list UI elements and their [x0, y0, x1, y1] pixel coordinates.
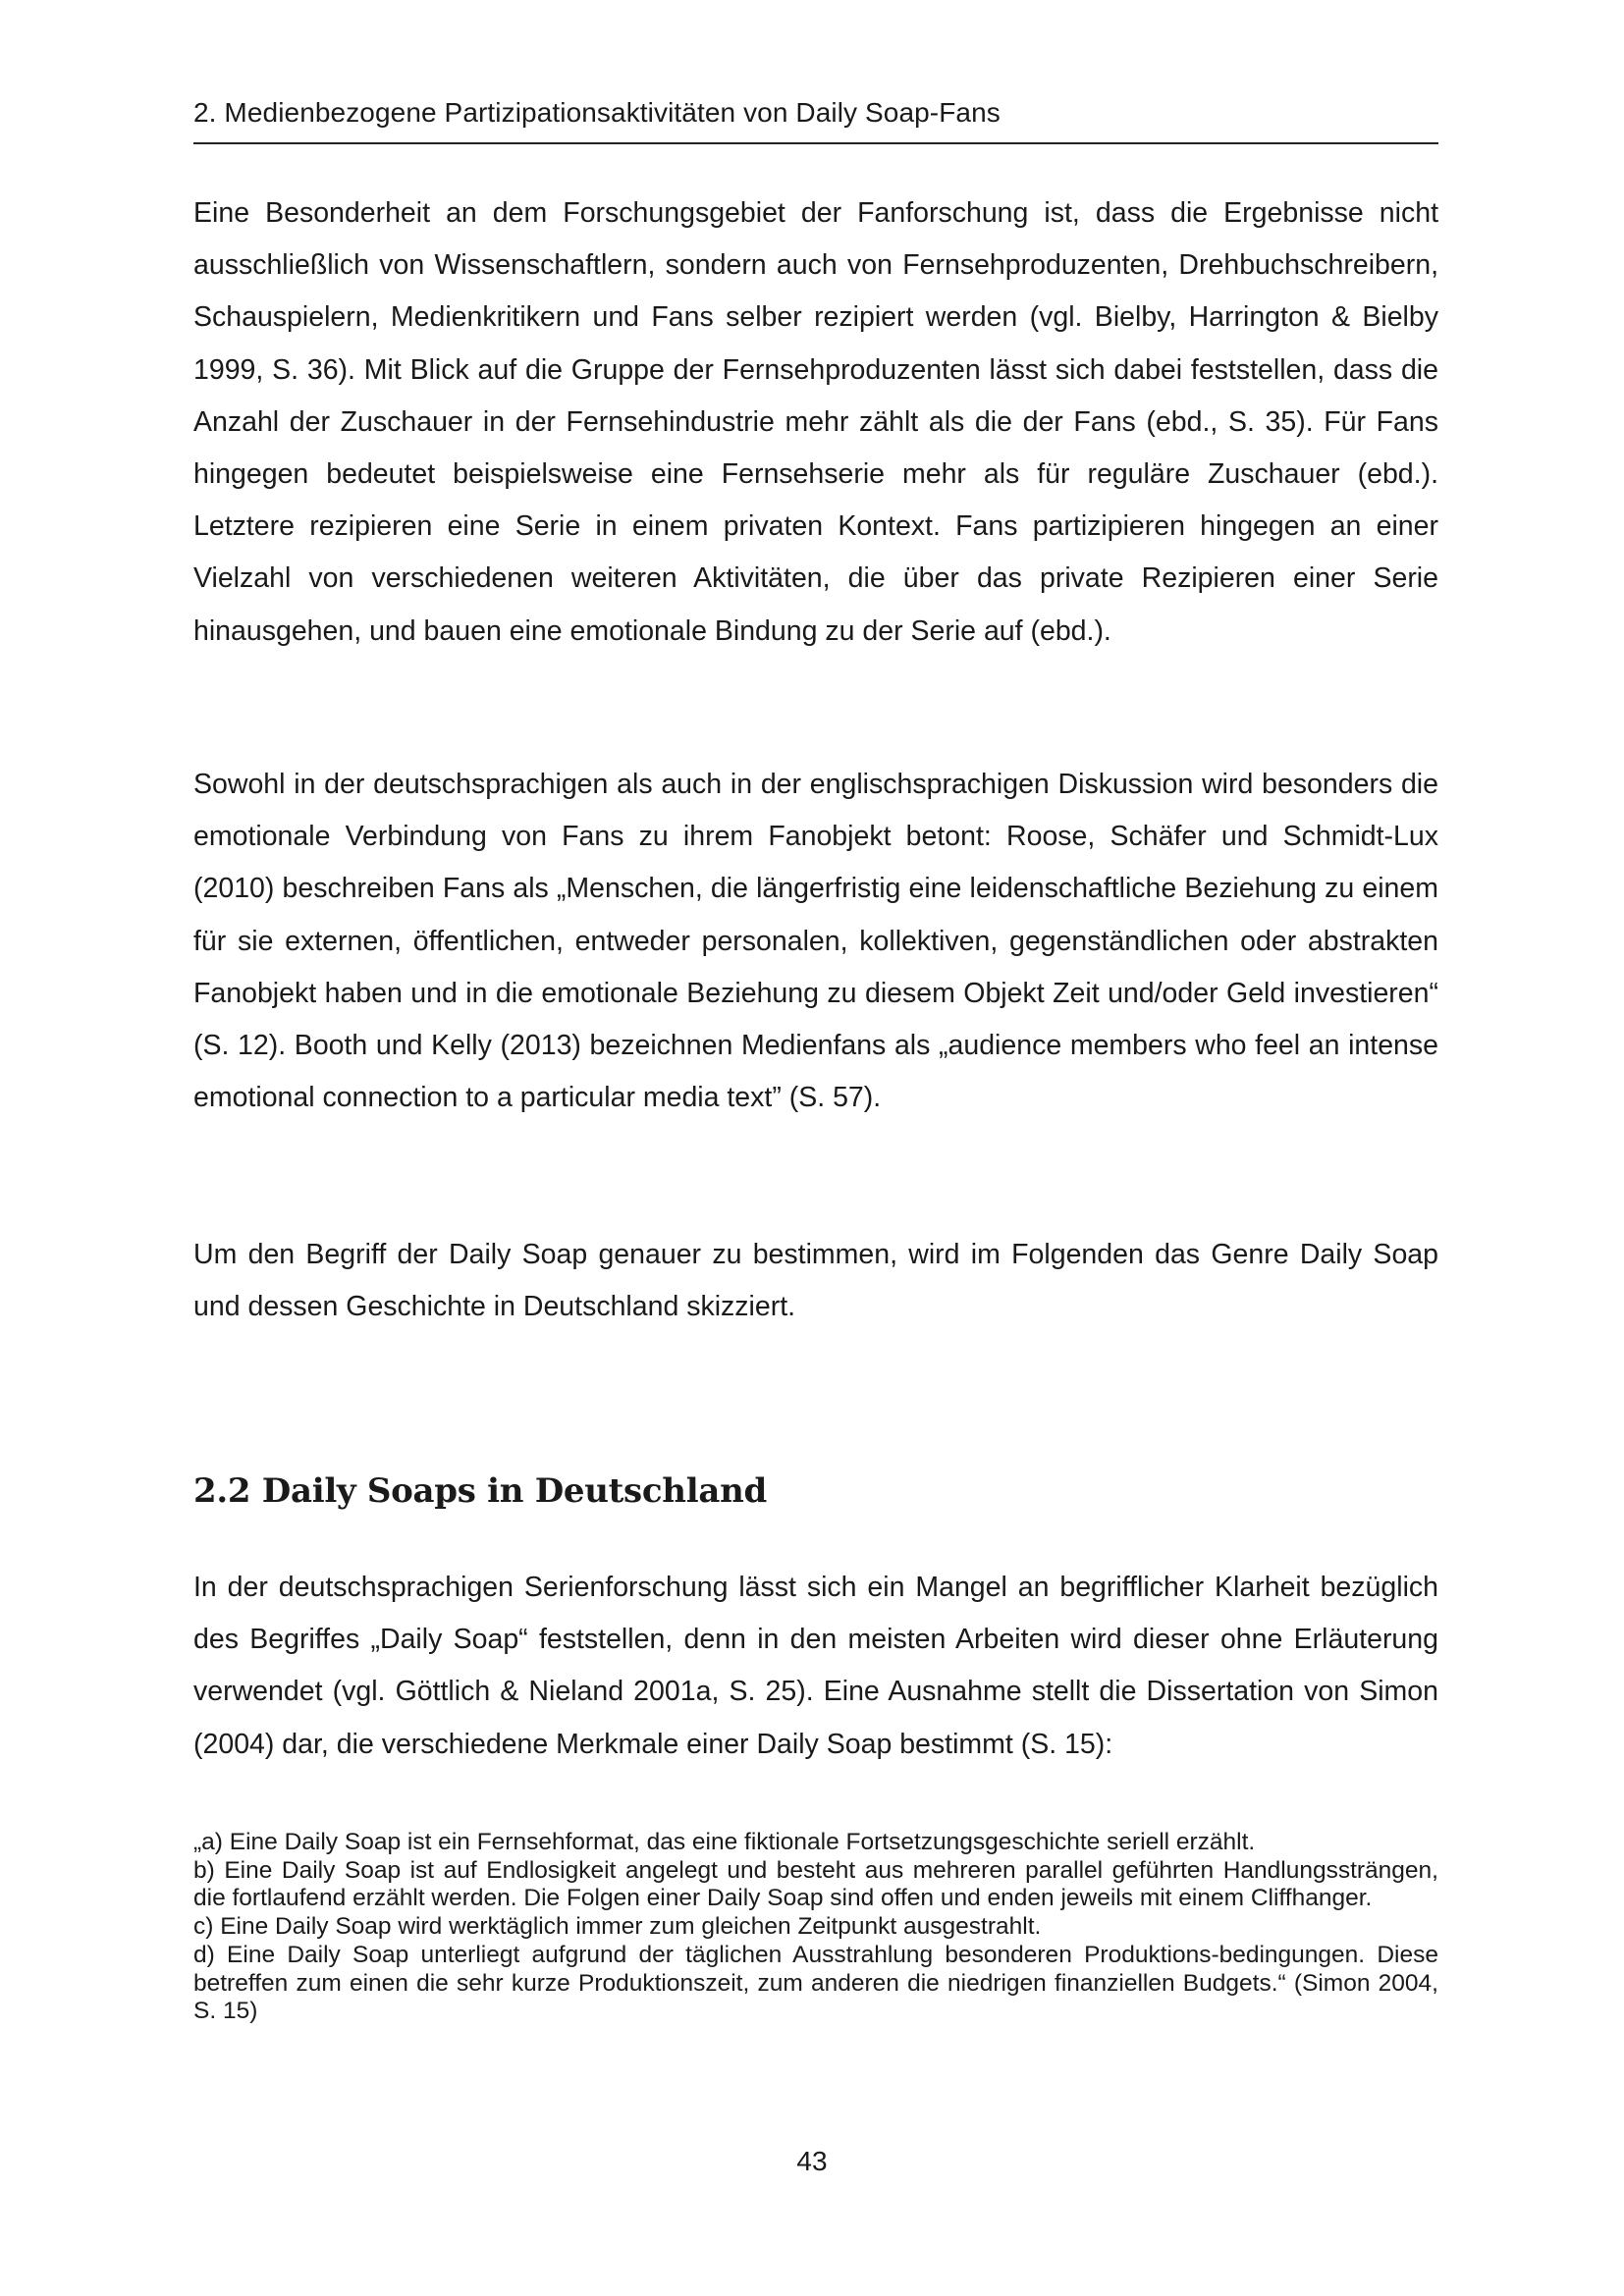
running-header: 2. Medienbezogene Partizipationsaktivitäten von Daily Soap-Fans — [193, 97, 1001, 128]
quote-item-c: c) Eine Daily Soap wird werktäglich immer zum gleichen Zeitpunkt ausgestrahlt. — [193, 1913, 1042, 1941]
body-paragraph-3: Um den Begriff der Daily Soap genauer zu bestimmen, wird im Folgenden das Genre Daily Soap und dessen Geschichte in Deutschland skizziert. — [193, 1239, 1438, 1323]
block-quote — [193, 1829, 1438, 2026]
section-heading: 2.2 Daily Soaps in Deutschland — [193, 1471, 767, 1511]
body-paragraph-2: Sowohl in der deutschsprachigen als auch in der englischsprachigen Diskussion wird besonders die emotionale Verbindung von Fans zu ihrem Fanobjekt betont: Roose, Schäfer und Schmidt-Lux (2010) beschreiben Fans als „Menschen, die längerfristig eine leidenschaftliche Beziehung zu einem für sie externen, öffentlichen, entweder personalen, kollektiven, gegenständlichen oder abstrakten Fanobjekt haben und in die emotionale Beziehung zu diesem Objekt Zeit und/oder Geld investieren“ (S. 12). Booth und Kelly (2013) bezeichnen Medienfans als „audience members who feel an intense emotional connection to a particular media text” (S. 57). — [193, 769, 1438, 1114]
page-number: 43 — [796, 2146, 828, 2176]
quote-item-d: d) Eine Daily Soap unterliegt aufgrund der täglichen Ausstrahlung besonderen Produktions-bedingungen. Diese betreffen zum einen die sehr kurze Produktionszeit, zum anderen die niedrigen finanziellen Budgets.“ (Simon 2004, S. 15) — [193, 1941, 1438, 2025]
header-divider — [193, 142, 1438, 144]
quote-item-b: b) Eine Daily Soap ist auf Endlosigkeit angelegt und besteht aus mehreren parallel geführten Handlungssträngen, die fortlaufend erzählt werden. Die Folgen einer Daily Soap sind offen und enden jeweils mit einem Cliffhanger. — [193, 1856, 1438, 1912]
section-intro-paragraph: In der deutschsprachigen Serienforschung lässt sich ein Mangel an begrifflicher Klarheit bezüglich des Begriffes „Daily Soap“ feststellen, denn in den meisten Arbeiten wird dieser ohne Erläuterung verwendet (vgl. Göttlich & Nieland 2001a, S. 25). Eine Ausnahme stellt die Dissertation von Simon (2004) dar, die verschiedene Merkmale einer Daily Soap bestimmt (S. 15): — [193, 1572, 1438, 1760]
quote-item-a: „a) Eine Daily Soap ist ein Fernsehformat, das eine fiktionale Fortsetzungsgeschichte seriell erzählt. — [193, 1829, 1256, 1855]
body-paragraph-1: Eine Besonderheit an dem Forschungsgebiet der Fanforschung ist, dass die Ergebnisse nicht ausschließlich von Wissenschaftlern, sondern auch von Fernsehproduzenten, Drehbuchschreibern, Schauspielern, Medienkritikern und Fans selber rezipiert werden (vgl. Bielby, Harrington & Bielby 1999, S. 36). Mit Blick auf die Gruppe der Fernsehproduzenten lässt sich dabei feststellen, dass die Anzahl der Zuschauer in der Fernsehindustrie mehr zählt als die der Fans (ebd., S. 35). Für Fans hingegen bedeutet beispielsweise eine Fernsehserie mehr als für reguläre Zuschauer (ebd.). Letztere rezipieren eine Serie in einem privaten Kontext. Fans partizipieren hingegen an einer Vielzahl von verschiedenen weiteren Aktivitäten, die über das private Rezipieren einer Serie hinausgehen, und bauen eine emotionale Bindung zu der Serie auf (ebd.). — [193, 197, 1438, 647]
